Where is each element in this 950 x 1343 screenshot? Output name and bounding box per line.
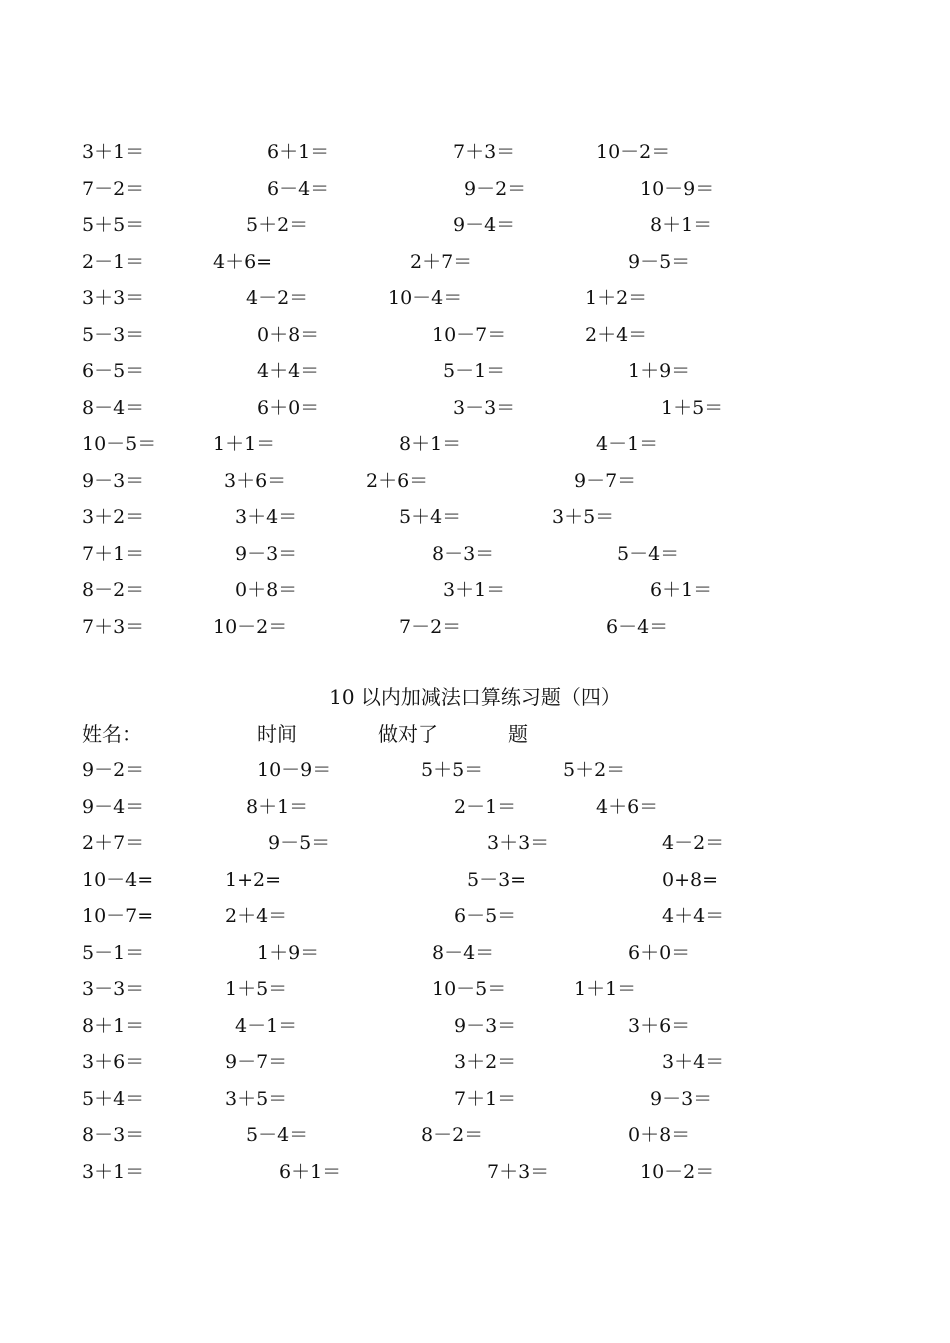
problem-item: 7＋3＝ [487,1160,550,1183]
problem-item: 10－7＝ [432,323,507,346]
problem-item: 0＋8＝ [235,579,298,601]
problem-item: 10－5＝ [82,433,157,455]
problem-item: 10－2＝ [596,141,671,163]
problem-item: 1＋1＝ [213,433,276,455]
problem-item: 0＋8＝ [257,323,320,346]
problem-item: 1＋2＝ [585,287,648,309]
problem-item: 5＋2＝ [246,214,309,236]
problem-item: 0＋8＝ [628,1124,691,1146]
problem-item: 3＋2＝ [454,1051,517,1073]
problem-item: 9－3＝ [454,1014,517,1037]
problem-item: 4－2＝ [246,287,309,309]
problem-item: 3－3＝ [82,978,145,1000]
problem-item: 3－3＝ [453,396,516,419]
problem-item: 9－3＝ [82,469,145,492]
worksheet-title: 10 以内加减法口算练习题（四） [329,685,621,709]
problem-item: 7＋1＝ [82,542,145,565]
problem-item: 3＋6＝ [628,1014,691,1037]
problem-item: 10－4= [82,868,154,891]
problem-item: 6＋0＝ [628,941,691,964]
problem-item: 3＋5＝ [552,506,615,528]
problem-item: 5－3＝ [82,323,145,346]
problem-item: 5－4＝ [617,542,680,565]
problem-item: 9－5＝ [628,250,691,273]
name-label: 姓名： [82,722,142,746]
problem-item: 4－1＝ [596,433,659,455]
problem-item: 7－2＝ [399,615,462,638]
problem-item: 10－7= [82,905,154,927]
problem-item: 5－1＝ [443,360,506,382]
problem-item: 2＋7＝ [410,250,473,273]
problem-item: 9－3＝ [235,542,298,565]
problem-item: 5＋2＝ [563,759,626,781]
problem-item: 0+8= [662,868,719,891]
problem-item: 9－5＝ [268,832,331,854]
problem-item: 9－4＝ [453,214,516,236]
problem-item: 3＋4＝ [662,1051,725,1073]
problem-item: 1+2= [225,868,282,891]
problem-item: 3＋2＝ [82,506,145,528]
problem-item: 1＋5＝ [225,978,288,1000]
problem-item: 8＋1＝ [399,433,462,455]
problem-item: 10－9＝ [640,177,715,200]
problem-item: 10－5＝ [432,978,507,1000]
problem-item: 10－2＝ [213,615,288,638]
problem-item: 3＋1＝ [443,579,506,601]
problem-item: 1＋1＝ [574,978,637,1000]
problem-item: 8＋1＝ [650,214,713,236]
correct-count-label: 做对了 [378,722,438,746]
problem-item: 4－1＝ [235,1014,298,1037]
problem-item: 6＋1＝ [650,579,713,601]
problem-item: 5＋4＝ [399,506,462,528]
problem-item: 7＋1＝ [454,1087,517,1110]
problem-item: 1＋5＝ [661,396,724,419]
problem-item: 5－1＝ [82,941,145,964]
problem-item: 6－5＝ [454,905,517,927]
problem-item: 5－3= [467,868,527,891]
problem-item: 1＋9＝ [628,360,691,382]
problem-item: 10－2＝ [640,1160,715,1183]
problem-item: 6－4＝ [606,615,669,638]
problem-item: 5＋4＝ [82,1087,145,1110]
problem-item: 5＋5＝ [421,759,484,781]
problem-item: 3＋1＝ [82,141,145,163]
problem-item: 2－1＝ [82,250,145,273]
problem-item: 2＋4＝ [585,323,648,346]
problem-item: 4＋6＝ [596,795,659,818]
problem-item: 2－1＝ [454,795,517,818]
problem-item: 6－5＝ [82,360,145,382]
problem-item: 5－4＝ [246,1124,309,1146]
problem-item: 9－3＝ [650,1087,713,1110]
problem-item: 2＋4＝ [225,905,288,927]
problem-item: 8－4＝ [432,941,495,964]
problem-item: 1＋9＝ [257,941,320,964]
problem-item: 10－4＝ [388,287,463,309]
problem-item: 3＋6＝ [224,469,287,492]
problem-item: 7＋3＝ [453,141,516,163]
problem-item: 8＋1＝ [82,1014,145,1037]
problem-item: 9－4＝ [82,795,145,818]
problem-item: 3＋5＝ [225,1087,288,1110]
problem-item: 2＋6＝ [366,469,429,492]
problem-item: 6＋1＝ [279,1160,342,1183]
problem-item: 3＋4＝ [235,506,298,528]
problem-item: 7－2＝ [82,177,145,200]
problem-item: 6－4＝ [267,177,330,200]
question-unit-label: 题 [508,722,528,746]
problem-item: 6＋1＝ [267,141,330,163]
problem-item: 9－7＝ [574,469,637,492]
problem-item: 8－4＝ [82,396,145,419]
problem-item: 8－2＝ [421,1124,484,1146]
problem-item: 4＋4＝ [257,360,320,382]
time-label: 时间 [257,722,297,746]
problem-item: 8－3＝ [432,542,495,565]
problem-item: 5＋5＝ [82,214,145,236]
problem-item: 3＋3＝ [487,832,550,854]
problem-item: 3＋3＝ [82,287,145,309]
problem-item: 10－9＝ [257,759,332,781]
problem-item: 6＋0＝ [257,396,320,419]
problem-item: 2＋7＝ [82,832,145,854]
problem-item: 3＋1＝ [82,1160,145,1183]
problem-item: 4＋6= [213,250,273,273]
problem-item: 3＋6＝ [82,1051,145,1073]
problem-item: 8－3＝ [82,1124,145,1146]
problem-item: 9－2＝ [82,759,145,781]
problem-item: 4＋4＝ [662,905,725,927]
problem-item: 4－2＝ [662,832,725,854]
problem-item: 9－2＝ [464,177,527,200]
problem-item: 7＋3＝ [82,615,145,638]
problem-item: 9－7＝ [225,1051,288,1073]
problem-item: 8＋1＝ [246,795,309,818]
problem-item: 8－2＝ [82,579,145,601]
